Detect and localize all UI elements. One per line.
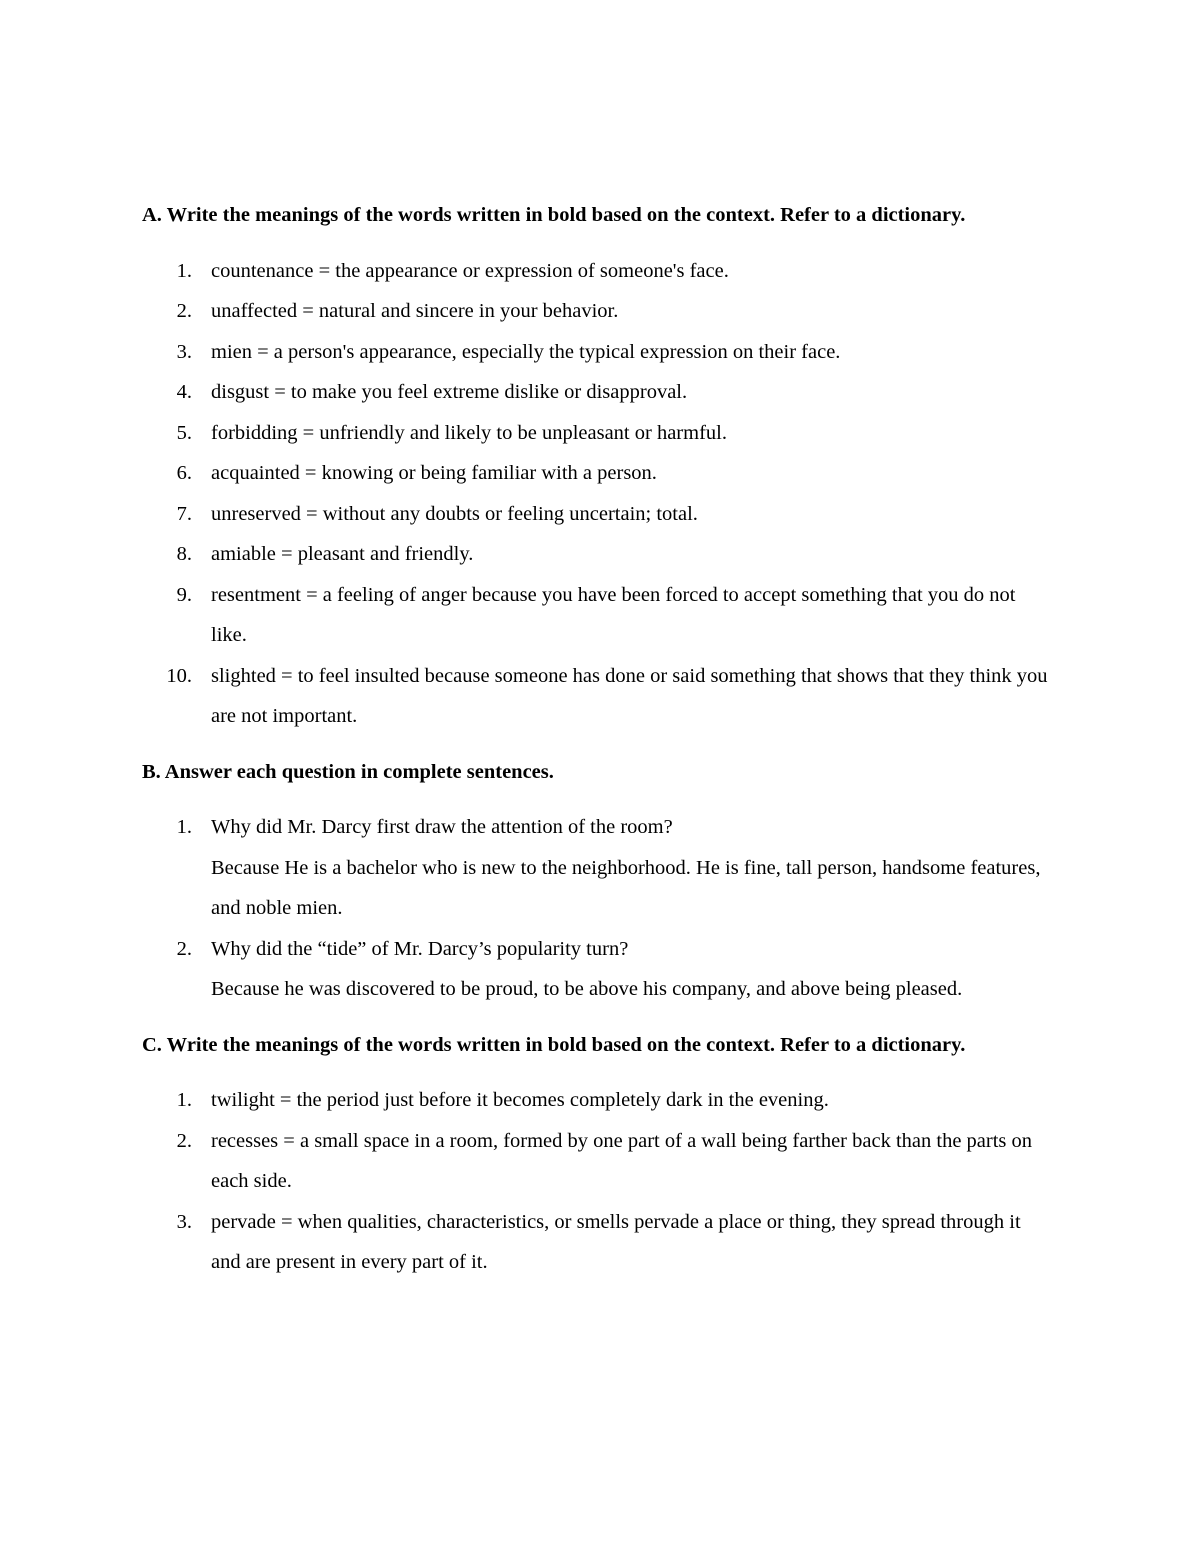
section-b-heading: B. Answer each question in complete sentences.	[142, 760, 554, 783]
item-text: disgust = to make you feel extreme dislike or disapproval.	[211, 381, 688, 403]
section-c	[142, 1025, 1052, 1283]
item-text: recesses = a small space in a room, formed by one part of a wall being farther back than the parts on each side.	[211, 1129, 1033, 1192]
item-number: 1.	[176, 816, 192, 838]
item-text: resentment = a feeling of anger because you have been forced to accept something that you do not like.	[211, 583, 1016, 646]
answer-text: Because He is a bachelor who is new to the neighborhood. He is fine, tall person, handsome features, and noble mien.	[211, 856, 1041, 919]
item-text: forbidding = unfriendly and likely to be unpleasant or harmful.	[211, 421, 727, 444]
item-number: 1.	[176, 259, 192, 282]
item-number: 10.	[166, 664, 192, 687]
list-item	[142, 372, 1052, 413]
section-a-list	[142, 251, 1052, 737]
list-item	[142, 453, 1052, 494]
list-item	[142, 929, 1052, 1010]
item-text: mien = a person's appearance, especially the typical expression on their face.	[211, 340, 841, 363]
item-number: 7.	[176, 502, 192, 525]
list-item	[142, 807, 1052, 929]
list-item	[142, 291, 1052, 332]
section-b-list	[142, 807, 1052, 1010]
item-number: 9.	[176, 583, 192, 606]
list-item	[142, 1121, 1052, 1202]
item-number: 2.	[176, 937, 192, 960]
item-number: 4.	[176, 381, 192, 403]
list-item	[142, 494, 1052, 535]
item-text: unreserved = without any doubts or feeling uncertain; total.	[211, 502, 698, 525]
section-b	[142, 752, 1052, 1010]
question-text: Why did the “tide” of Mr. Darcy’s popularity turn?	[211, 937, 629, 960]
item-number: 3.	[176, 340, 192, 363]
answer-text: Because he was discovered to be proud, to be above his company, and above being pleased.	[211, 978, 963, 1000]
section-a-heading: A. Write the meanings of the words written in bold based on the context. Refer to a dictionary.	[142, 204, 966, 226]
item-text: amiable = pleasant and friendly.	[211, 543, 474, 565]
list-item	[142, 1202, 1052, 1283]
item-number: 3.	[176, 1210, 192, 1233]
list-item	[142, 413, 1052, 454]
list-item	[142, 251, 1052, 292]
item-number: 5.	[176, 421, 192, 444]
item-number: 1.	[176, 1089, 192, 1111]
question-text: Why did Mr. Darcy first draw the attention of the room?	[211, 816, 673, 838]
item-number: 6.	[176, 462, 192, 484]
section-a	[142, 195, 1052, 737]
item-number: 2.	[176, 300, 192, 322]
list-item	[142, 534, 1052, 575]
item-text: pervade = when qualities, characteristics, or smells pervade a place or thing, they spread through it and are present in every part of it.	[211, 1210, 1021, 1273]
section-c-list	[142, 1080, 1052, 1283]
item-text: acquainted = knowing or being familiar with a person.	[211, 462, 657, 484]
list-item	[142, 1080, 1052, 1121]
item-text: slighted = to feel insulted because someone has done or said something that shows that they think you are not important.	[211, 664, 1048, 727]
section-c-heading: C. Write the meanings of the words written in bold based on the context. Refer to a dictionary.	[142, 1033, 966, 1056]
document-page	[142, 195, 1052, 1298]
list-item	[142, 656, 1052, 737]
item-text: twilight = the period just before it becomes completely dark in the evening.	[211, 1089, 829, 1111]
list-item	[142, 332, 1052, 373]
item-number: 2.	[176, 1129, 192, 1152]
item-number: 8.	[176, 543, 192, 565]
item-text: unaffected = natural and sincere in your behavior.	[211, 300, 619, 322]
list-item	[142, 575, 1052, 656]
item-text: countenance = the appearance or expression of someone's face.	[211, 259, 729, 282]
